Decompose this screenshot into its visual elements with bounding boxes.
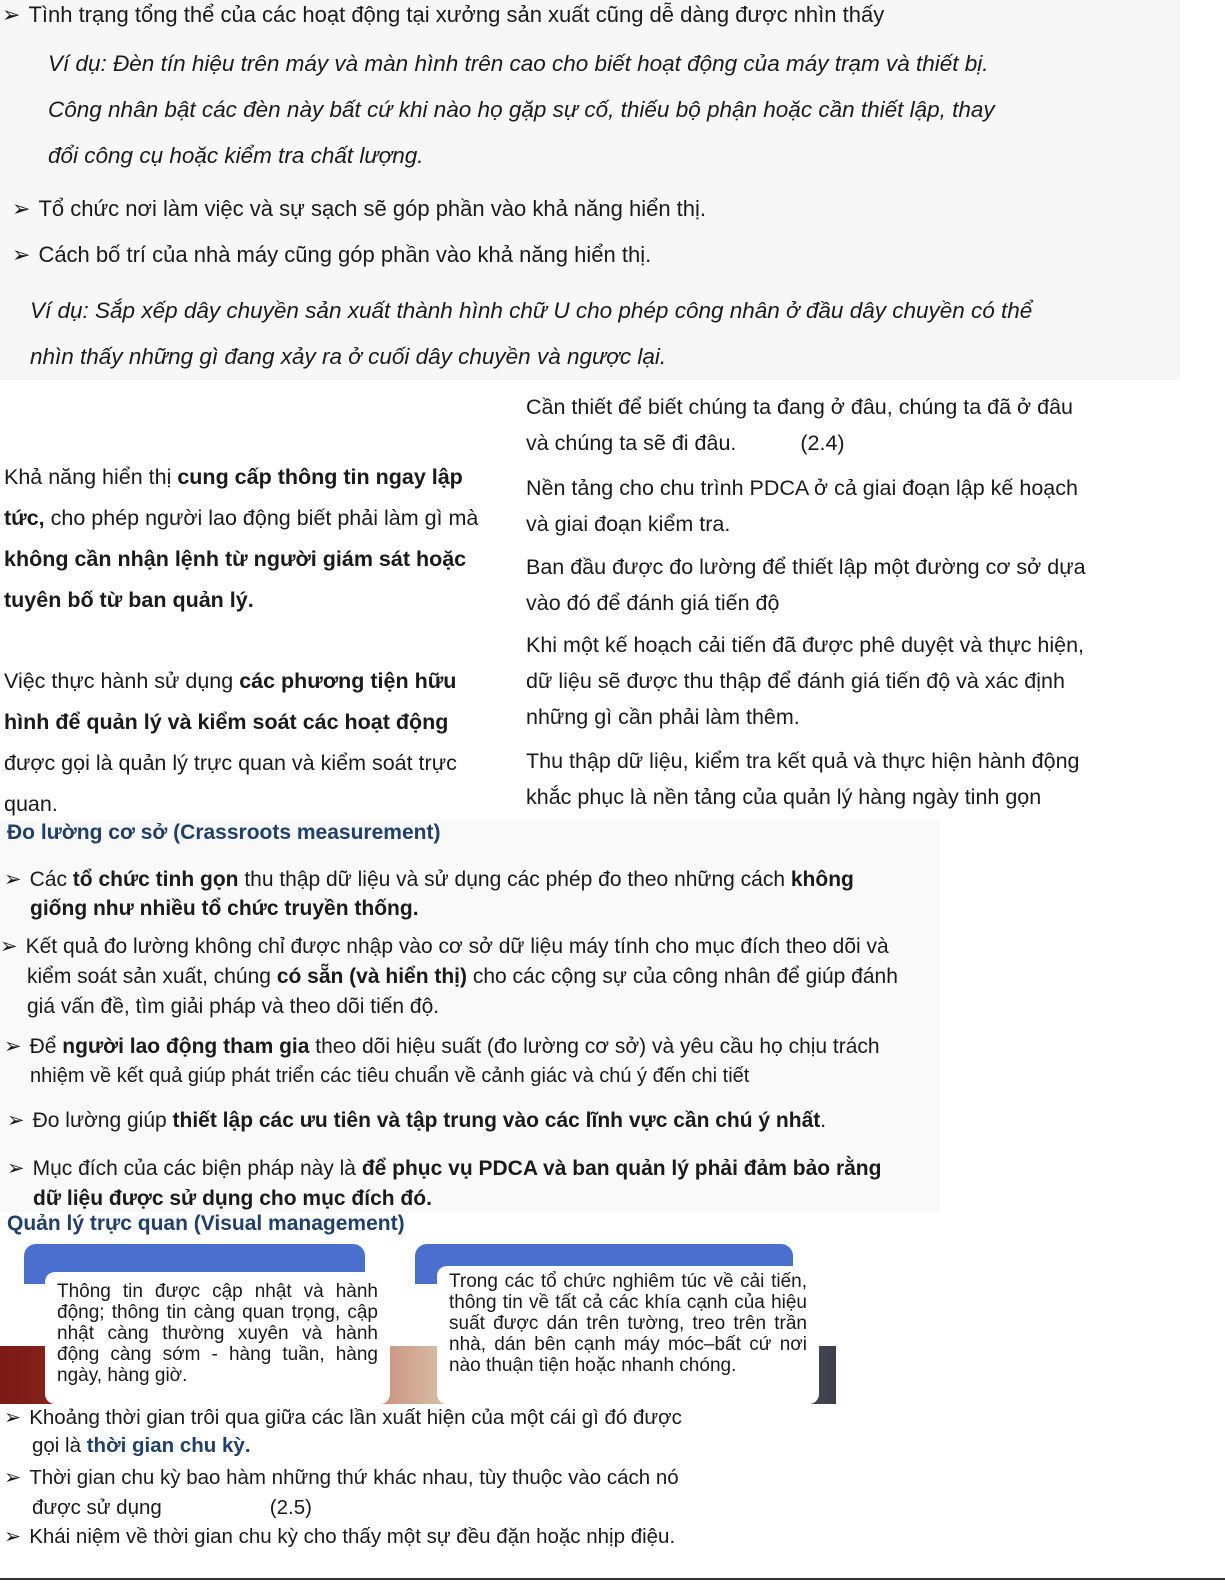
sec1-bullet-1: ➢ Các tổ chức tinh gọn thu thập dữ liệu và sử dụng các phép đo theo những cách không xyxy=(4,867,854,892)
right-line-5: Ban đầu được đo lường để thiết lập một đường cơ sở dựa xyxy=(526,555,1086,579)
sec2-bullet-3: ➢ Khái niệm về thời gian chu kỳ cho thấy một sự đều đặn hoặc nhịp điệu. xyxy=(4,1525,675,1550)
right-line-2: và chúng ta sẽ đi đâu. (2.4) xyxy=(526,431,845,455)
sec1-bullet-2-line-2: kiểm soát sản xuất, chúng có sẵn (và hiển thị) cho các cộng sự của công nhân để giúp đánh xyxy=(27,965,898,988)
sec2-bullet-1-line-2: gọi là thời gian chu kỳ. xyxy=(32,1434,251,1457)
left-p1-line-1: Khả năng hiển thị cung cấp thông tin ngay lập xyxy=(4,465,463,489)
top-bullet-3: ➢ Cách bố trí của nhà máy cũng góp phần vào khả năng hiển thị. xyxy=(12,242,651,268)
left-p1-line-2: tức, cho phép người lao động biết phải làm gì mà xyxy=(4,506,479,530)
example-2-line-1: Ví dụ: Sắp xếp dây chuyền sản xuất thành hình chữ U cho phép công nhân ở đầu dây chuyền có thể xyxy=(30,298,1033,323)
right-line-6: vào đó để đánh giá tiến độ xyxy=(526,591,780,615)
right-line-9: những gì cần phải làm thêm. xyxy=(526,705,800,729)
right-line-4: và giai đoạn kiểm tra. xyxy=(526,512,731,536)
example-1-line-1: Ví dụ: Đèn tín hiệu trên máy và màn hình trên cao cho biết hoạt động của máy trạm và thiết bị. xyxy=(48,51,989,76)
sec1-bullet-2-line-3: giá vấn đề, tìm giải pháp và theo dõi tiến độ. xyxy=(27,995,440,1018)
right-line-7: Khi một kế hoạch cải tiến đã được phê duyệt và thực hiện, xyxy=(526,633,1085,657)
right-line-10: Thu thập dữ liệu, kiểm tra kết quả và thực hiện hành động xyxy=(526,749,1080,773)
card-1: Thông tin được cập nhật và hành động; thông tin càng quan trọng, cập nhật càng thường xuyên và hành động càng sớm - hàng tuần, hàng ngày, hàng giờ. xyxy=(45,1272,390,1404)
section-1-heading: Đo lường cơ sở (Crassroots measurement) xyxy=(7,821,441,844)
left-p2-line-3: được gọi là quản lý trực quan và kiểm soát trực xyxy=(4,751,457,775)
sec1-bullet-1-line-2: giống như nhiều tổ chức truyền thống. xyxy=(30,897,419,920)
top-bullet-2: ➢ Tổ chức nơi làm việc và sự sạch sẽ góp phần vào khả năng hiển thị. xyxy=(12,196,706,222)
right-line-8: dữ liệu sẽ được thu thập để đánh giá tiến độ và xác định xyxy=(526,669,1065,693)
sec1-bullet-2: ➢ Kết quả đo lường không chỉ được nhập vào cơ sở dữ liệu máy tính cho mục đích theo dõi và xyxy=(0,934,889,959)
page-bottom-rule xyxy=(0,1578,1225,1580)
sec1-bullet-3: ➢ Để người lao động tham gia theo dõi hiệu suất (đo lường cơ sở) và yêu cầu họ chịu trách xyxy=(4,1034,880,1059)
top-bullet-1: ➢ Tình trạng tổng thể của các hoạt động tại xưởng sản xuất cũng dễ dàng được nhìn thấy xyxy=(2,2,884,28)
sec1-bullet-3-line-2: nhiệm về kết quả giúp phát triển các tiêu chuẩn về cảnh giác và chú ý đến chi tiết xyxy=(30,1065,750,1087)
example-2-line-2: nhìn thấy những gì đang xảy ra ở cuối dây chuyền và ngược lại. xyxy=(30,344,667,369)
left-p2-line-4: quan. xyxy=(4,792,58,816)
card-2: Trong các tổ chức nghiêm túc về cải tiến, thông tin về tất cả các khía cạnh của hiệu suất được dán trên tường, treo trên trần nhà, dán bên cạnh máy móc–bất cứ nơi nào thuận tiện hoặc nhanh chóng. xyxy=(437,1266,819,1404)
right-line-11: khắc phục là nền tảng của quản lý hàng ngày tinh gọn xyxy=(526,785,1042,809)
equation-number-2-5: (2.5) xyxy=(269,1496,312,1519)
example-1-line-3: đổi công cụ hoặc kiểm tra chất lượng. xyxy=(48,143,424,168)
sec2-bullet-2-line-2: được sử dụng (2.5) xyxy=(32,1496,312,1519)
right-line-3: Nền tảng cho chu trình PDCA ở cả giai đoạn lập kế hoạch xyxy=(526,476,1078,500)
sec1-bullet-4: ➢ Đo lường giúp thiết lập các ưu tiên và tập trung vào các lĩnh vực cần chú ý nhất. xyxy=(7,1108,826,1133)
right-line-1: Cần thiết để biết chúng ta đang ở đâu, chúng ta đã ở đâu xyxy=(526,395,1073,419)
sec2-bullet-1: ➢ Khoảng thời gian trôi qua giữa các lần xuất hiện của một cái gì đó được xyxy=(4,1406,682,1431)
equation-number-2-4: (2.4) xyxy=(800,431,845,455)
example-1-line-2: Công nhân bật các đèn này bất cứ khi nào họ gặp sự cố, thiếu bộ phận hoặc cần thiết lập, thay xyxy=(48,97,995,122)
left-p1-line-3: không cần nhận lệnh từ người giám sát hoặc xyxy=(4,547,467,571)
section-2-heading: Quản lý trực quan (Visual management) xyxy=(7,1212,405,1235)
sec2-bullet-2: ➢ Thời gian chu kỳ bao hàm những thứ khác nhau, tùy thuộc vào cách nó xyxy=(4,1466,679,1491)
left-p2-line-1: Việc thực hành sử dụng các phương tiện hữu xyxy=(4,669,457,693)
left-p2-line-2: hình để quản lý và kiểm soát các hoạt động xyxy=(4,710,449,734)
left-p1-line-4: tuyên bố từ ban quản lý. xyxy=(4,588,254,612)
sec1-bullet-5: ➢ Mục đích của các biện pháp này là để phục vụ PDCA và ban quản lý phải đảm bảo rằng xyxy=(7,1156,881,1181)
sec1-bullet-5-line-2: dữ liệu được sử dụng cho mục đích đó. xyxy=(33,1187,432,1210)
